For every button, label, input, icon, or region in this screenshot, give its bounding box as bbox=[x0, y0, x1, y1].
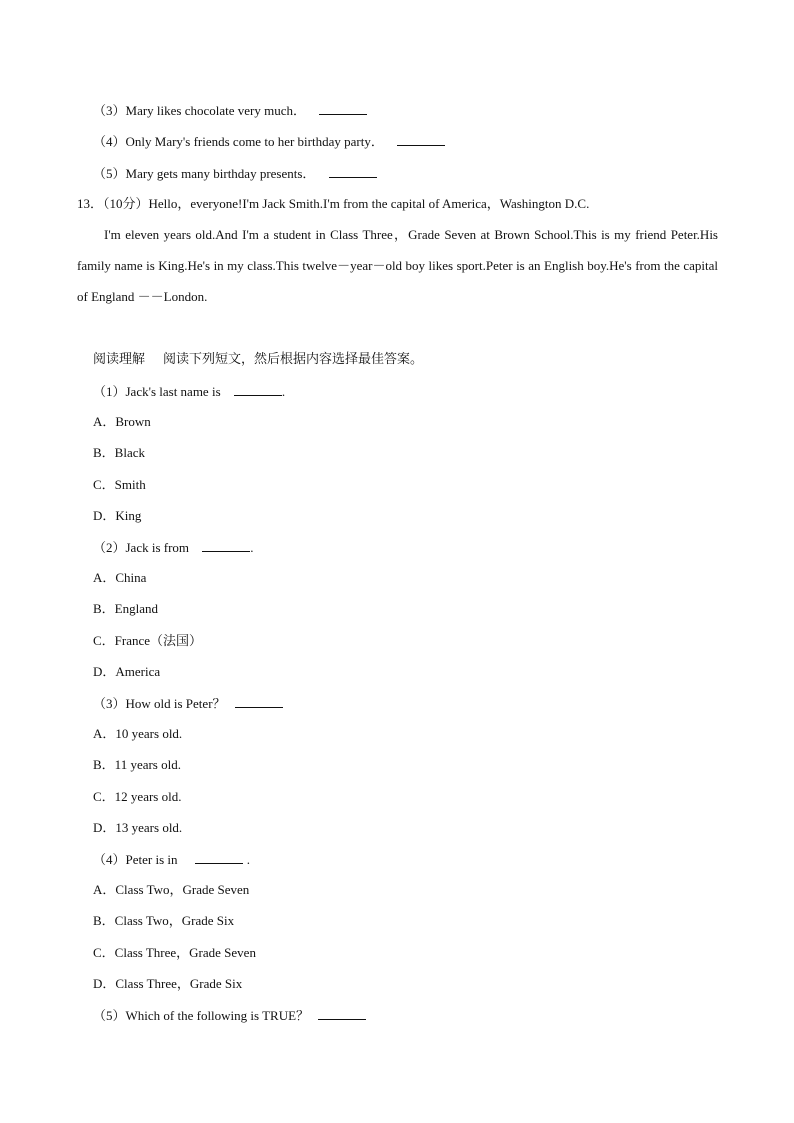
option-2b[interactable]: B．England bbox=[93, 601, 158, 616]
option-3b[interactable]: B．11 years old. bbox=[93, 757, 181, 772]
question-suffix: . bbox=[250, 540, 254, 555]
question-text: （4）Peter is in bbox=[93, 852, 178, 867]
question-text: （2）Jack is from bbox=[93, 540, 190, 555]
reading-passage: I'm eleven years old.And I'm a student in Class Three，Grade Seven at Brown School.This is my friend Peter.His family name is King.He's in my class.This twelve－year－old boy likes sport.Peter is an English boy.He's from the capital of England －－London. bbox=[77, 227, 718, 304]
statement-text: Only Mary's friends come to her birthday party． bbox=[125, 134, 384, 149]
statement-5 bbox=[93, 165, 377, 182]
option-4b[interactable]: B．Class Two，Grade Six bbox=[93, 913, 235, 928]
question-5-prompt bbox=[93, 1007, 366, 1024]
question-text: （3）How old is Peter？ bbox=[93, 696, 226, 711]
answer-blank[interactable] bbox=[202, 539, 250, 552]
option-1d[interactable]: D．King bbox=[93, 508, 142, 523]
option-2c[interactable]: C．France（法国） bbox=[93, 633, 203, 648]
option-3c[interactable]: C．12 years old. bbox=[93, 789, 182, 804]
question-text: （5）Which of the following is TRUE？ bbox=[93, 1008, 310, 1023]
option-4c[interactable]: C．Class Three，Grade Seven bbox=[93, 945, 256, 960]
statement-number: （3） bbox=[93, 103, 126, 118]
question-3-prompt bbox=[93, 695, 283, 712]
option-1b[interactable]: B．Black bbox=[93, 445, 145, 460]
statement-text: Mary gets many birthday presents． bbox=[125, 166, 316, 181]
question-1-prompt bbox=[93, 383, 285, 400]
question-suffix: . bbox=[246, 852, 250, 867]
question-text: （1）Jack's last name is bbox=[93, 384, 221, 399]
section-label: 阅读理解 bbox=[93, 352, 146, 367]
option-2a[interactable]: A．China bbox=[93, 570, 147, 585]
statement-text: Mary likes chocolate very much． bbox=[125, 103, 307, 118]
answer-blank[interactable] bbox=[319, 102, 367, 115]
answer-blank[interactable] bbox=[235, 695, 283, 708]
option-2d[interactable]: D．America bbox=[93, 664, 161, 679]
question-4-prompt bbox=[93, 851, 250, 868]
answer-blank[interactable] bbox=[329, 165, 377, 178]
answer-blank[interactable] bbox=[318, 1007, 366, 1020]
statement-3 bbox=[93, 102, 367, 119]
option-3a[interactable]: A．10 years old. bbox=[93, 726, 183, 741]
question-suffix: . bbox=[281, 384, 286, 399]
statement-number: （5） bbox=[93, 166, 126, 181]
statement-number: （4） bbox=[93, 134, 126, 149]
section-instruction: 阅读下列短文，然后根据内容选择最佳答案。 bbox=[163, 352, 424, 367]
option-4a[interactable]: A．Class Two，Grade Seven bbox=[93, 882, 250, 897]
option-1a[interactable]: A．Brown bbox=[93, 414, 151, 429]
section-heading bbox=[93, 352, 423, 368]
option-4d[interactable]: D．Class Three，Grade Six bbox=[93, 976, 243, 991]
statement-4 bbox=[93, 133, 445, 150]
answer-blank[interactable] bbox=[397, 133, 445, 146]
answer-blank[interactable] bbox=[195, 851, 243, 864]
answer-blank[interactable] bbox=[234, 383, 282, 396]
question-2-prompt bbox=[93, 539, 254, 556]
question-13-header: 13．（10分）Hello，everyone!I'm Jack Smith.I'm from the capital of America，Washington D.C. bbox=[77, 196, 590, 211]
option-1c[interactable]: C．Smith bbox=[93, 477, 146, 492]
option-3d[interactable]: D．13 years old. bbox=[93, 820, 183, 835]
